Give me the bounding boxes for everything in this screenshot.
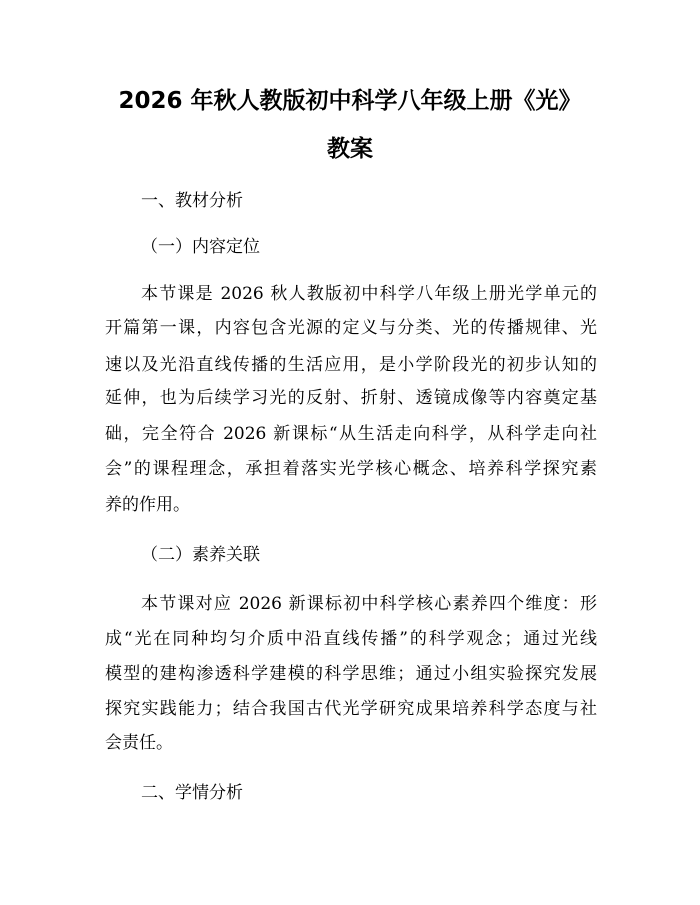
section-heading-student-analysis: 二、学情分析 [141, 783, 243, 803]
paragraph-line: 会”的课程理念，承担着落实光学核心概念、培养科学探究素 [105, 459, 597, 479]
section-heading-textbook-analysis: 一、教材分析 [141, 191, 243, 211]
paragraph-line: 速以及光沿直线传播的生活应用，是小学阶段光的初步认知的 [105, 355, 597, 375]
paragraph-line: 成“光在同种均匀介质中沿直线传播”的科学观念；通过光线 [105, 629, 597, 649]
subsection-heading-content-positioning: （一）内容定位 [141, 237, 260, 257]
document-title-continued: 教案 [327, 136, 373, 162]
paragraph-line: 养的作用。 [105, 495, 190, 515]
paragraph-line: 础，完全符合 2026 新课标“从生活走向科学，从科学走向社 [105, 424, 597, 444]
paragraph-line: 本节课对应 2026 新课标初中科学核心素养四个维度：形 [141, 594, 597, 614]
paragraph-line: 延伸，也为后续学习光的反射、折射、透镜成像等内容奠定基 [105, 388, 597, 408]
paragraph-line: 开篇第一课，内容包含光源的定义与分类、光的传播规律、光 [105, 318, 597, 338]
paragraph-line: 模型的建构渗透科学建模的科学思维；通过小组实验探究发展 [105, 664, 597, 684]
paragraph-line: 本节课是 2026 秋人教版初中科学八年级上册光学单元的 [141, 284, 597, 304]
subsection-heading-literacy-connection: （二）素养关联 [141, 545, 260, 565]
paragraph-line: 探究实践能力；结合我国古代光学研究成果培养科学态度与社 [105, 699, 597, 719]
document-title: 2026 年秋人教版初中科学八年级上册《光》 [118, 88, 582, 114]
paragraph-line: 会责任。 [105, 733, 173, 753]
